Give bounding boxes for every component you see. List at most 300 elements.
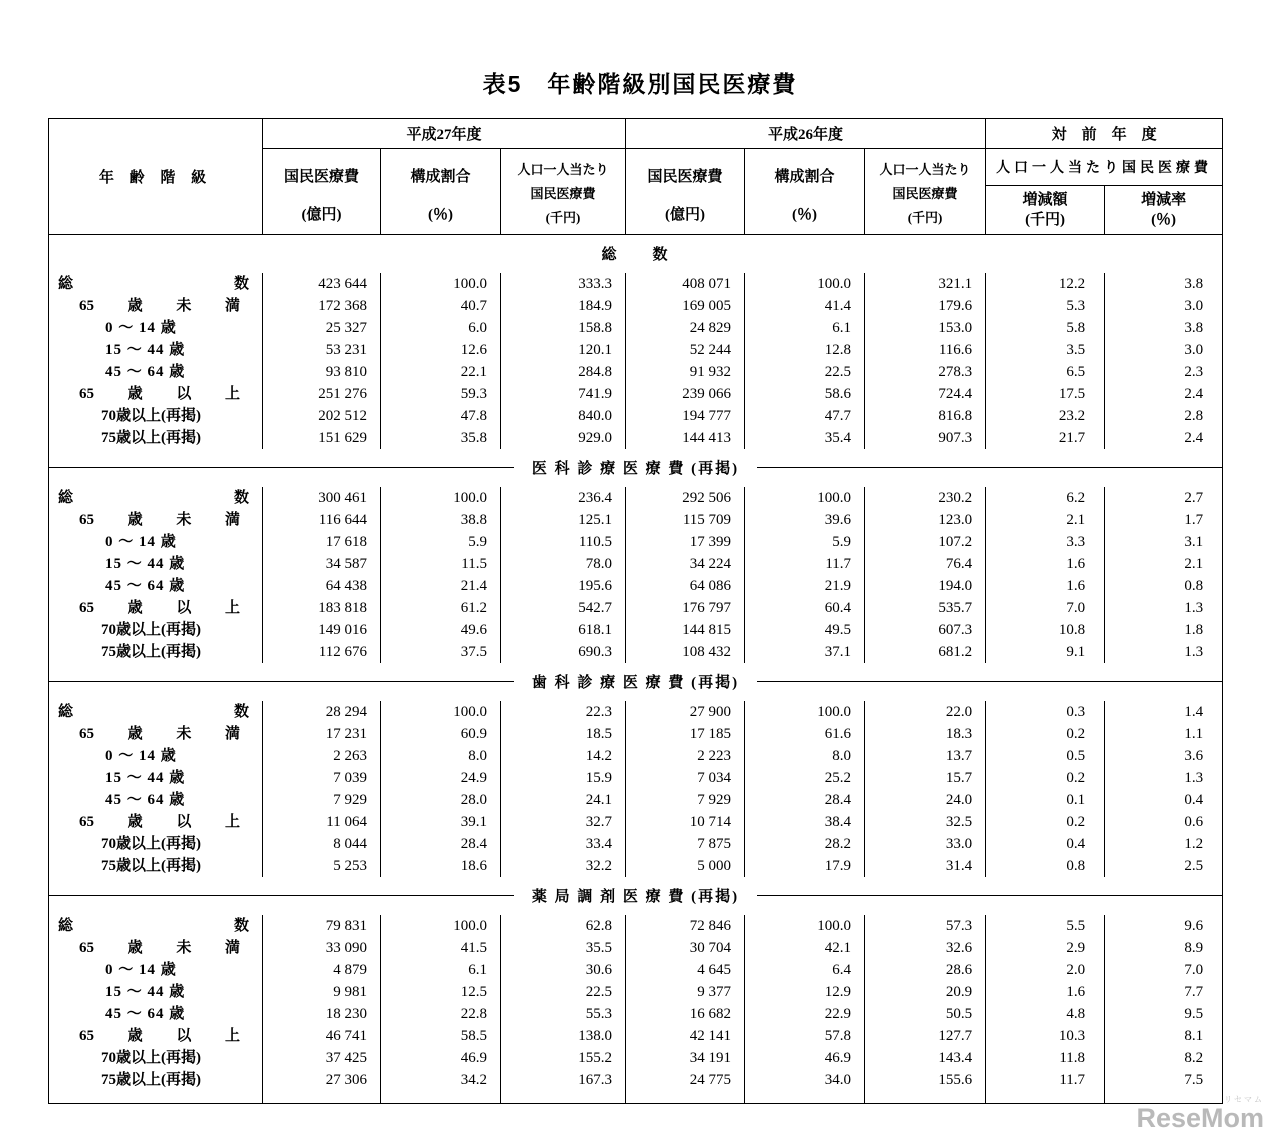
header-label-line: 構成割合 (410, 169, 471, 185)
value-cell: 7 034 (626, 767, 745, 789)
age-group-label: 75歳以上(再掲) (49, 855, 263, 877)
value-cell: 17 618 (263, 531, 381, 553)
value-cell: 32.7 (501, 811, 626, 833)
value-cell: 9 377 (626, 981, 745, 1003)
age-group-label: 70歳以上(再掲) (49, 1047, 263, 1069)
value-cell: 37.1 (745, 641, 865, 663)
value-cell: 195.6 (501, 575, 626, 597)
value-cell: 32.2 (501, 855, 626, 877)
header-percap-fy27 (501, 149, 626, 235)
table-row (49, 1047, 1223, 1069)
medical-expense-table (48, 118, 1223, 1104)
value-cell: 18.6 (381, 855, 501, 877)
table-row (49, 701, 1223, 723)
value-cell: 22.0 (865, 701, 986, 723)
value-cell: 7 929 (263, 789, 381, 811)
value-cell: 2.3 (1105, 361, 1223, 383)
header-unit-line: (億円) (665, 207, 706, 223)
value-cell: 17 185 (626, 723, 745, 745)
value-cell: 100.0 (745, 915, 865, 937)
value-cell: 27 900 (626, 701, 745, 723)
age-group-label: 15 〜 44 歳 (49, 339, 263, 361)
value-cell: 2.0 (986, 959, 1105, 981)
value-cell: 17.5 (986, 383, 1105, 405)
value-cell: 125.1 (501, 509, 626, 531)
table-row (49, 959, 1223, 981)
value-cell: 3.0 (1105, 295, 1223, 317)
value-cell: 11.5 (381, 553, 501, 575)
section-title: 薬 局 調 剤 医 療 費 (再掲) (514, 889, 757, 905)
header-label-line: 国民医療費 (530, 186, 596, 201)
value-cell: 100.0 (381, 701, 501, 723)
value-cell: 0.2 (986, 767, 1105, 789)
age-group-label: 0 〜 14 歳 (49, 317, 263, 339)
table-row (49, 273, 1223, 295)
value-cell: 55.3 (501, 1003, 626, 1025)
age-group-label: 65歳未満 (49, 509, 263, 531)
age-group-label: 70歳以上(再掲) (49, 619, 263, 641)
age-group-label: 65歳未満 (49, 295, 263, 317)
header-unit-line: (千円) (545, 210, 581, 225)
value-cell: 155.6 (865, 1069, 986, 1104)
value-cell: 47.7 (745, 405, 865, 427)
value-cell: 21.4 (381, 575, 501, 597)
value-cell: 38.8 (381, 509, 501, 531)
value-cell: 100.0 (381, 273, 501, 295)
value-cell: 12.8 (745, 339, 865, 361)
value-cell: 929.0 (501, 427, 626, 449)
value-cell: 1.7 (1105, 509, 1223, 531)
value-cell: 22.5 (501, 981, 626, 1003)
value-cell: 61.2 (381, 597, 501, 619)
table-row (49, 553, 1223, 575)
value-cell: 2 223 (626, 745, 745, 767)
value-cell: 8.1 (1105, 1025, 1223, 1047)
value-cell: 28.4 (381, 833, 501, 855)
age-group-label: 65歳以上 (49, 597, 263, 619)
table-row (49, 427, 1223, 449)
value-cell: 100.0 (745, 273, 865, 295)
section-title: 総 数 (584, 247, 688, 263)
value-cell: 5.3 (986, 295, 1105, 317)
value-cell: 100.0 (381, 487, 501, 509)
value-cell: 22.3 (501, 701, 626, 723)
header-percap-fy26 (865, 149, 986, 235)
age-group-label: 15 〜 44 歳 (49, 767, 263, 789)
age-group-label: 65歳以上 (49, 1025, 263, 1047)
value-cell: 6.2 (986, 487, 1105, 509)
table-row (49, 833, 1223, 855)
table-row (49, 937, 1223, 959)
value-cell: 11.7 (745, 553, 865, 575)
value-cell: 37.5 (381, 641, 501, 663)
value-cell: 6.1 (745, 317, 865, 339)
value-cell: 169 005 (626, 295, 745, 317)
header-label-line: 人口一人当たり (879, 162, 971, 177)
value-cell: 0.1 (986, 789, 1105, 811)
value-cell: 40.7 (381, 295, 501, 317)
value-cell: 300 461 (263, 487, 381, 509)
value-cell: 3.3 (986, 531, 1105, 553)
value-cell: 39.1 (381, 811, 501, 833)
value-cell: 53 231 (263, 339, 381, 361)
value-cell: 816.8 (865, 405, 986, 427)
value-cell: 284.8 (501, 361, 626, 383)
age-group-label: 75歳以上(再掲) (49, 641, 263, 663)
value-cell: 127.7 (865, 1025, 986, 1047)
value-cell: 57.8 (745, 1025, 865, 1047)
value-cell: 59.3 (381, 383, 501, 405)
value-cell: 21.9 (745, 575, 865, 597)
value-cell: 2.4 (1105, 383, 1223, 405)
value-cell: 138.0 (501, 1025, 626, 1047)
value-cell: 12.9 (745, 981, 865, 1003)
value-cell: 0.6 (1105, 811, 1223, 833)
value-cell: 13.7 (865, 745, 986, 767)
value-cell: 1.6 (986, 981, 1105, 1003)
value-cell: 2.7 (1105, 487, 1223, 509)
header-unit-line: (千円) (907, 210, 943, 225)
value-cell: 143.4 (865, 1047, 986, 1069)
age-group-label: 0 〜 14 歳 (49, 745, 263, 767)
table-body (49, 235, 1223, 1104)
value-cell: 0.2 (986, 723, 1105, 745)
value-cell: 4 645 (626, 959, 745, 981)
section-title: 歯 科 診 療 医 療 費 (再掲) (514, 675, 757, 691)
value-cell: 38.4 (745, 811, 865, 833)
value-cell: 57.3 (865, 915, 986, 937)
header-label-line: 人口一人当たり (517, 162, 609, 177)
table-row (49, 915, 1223, 937)
value-cell: 25 327 (263, 317, 381, 339)
section-title-row (49, 449, 1223, 487)
age-group-label: 45 〜 64 歳 (49, 361, 263, 383)
value-cell: 10.3 (986, 1025, 1105, 1047)
age-group-label: 65歳以上 (49, 811, 263, 833)
value-cell: 18.5 (501, 723, 626, 745)
value-cell: 9.5 (1105, 1003, 1223, 1025)
value-cell: 25.2 (745, 767, 865, 789)
value-cell: 724.4 (865, 383, 986, 405)
age-group-label: 45 〜 64 歳 (49, 575, 263, 597)
value-cell: 33.4 (501, 833, 626, 855)
header-unit-line: (億円) (301, 207, 342, 223)
value-cell: 31.4 (865, 855, 986, 877)
table-row (49, 575, 1223, 597)
value-cell: 32.6 (865, 937, 986, 959)
value-cell: 120.1 (501, 339, 626, 361)
value-cell: 33 090 (263, 937, 381, 959)
value-cell: 32.5 (865, 811, 986, 833)
value-cell: 4 879 (263, 959, 381, 981)
value-cell: 3.0 (1105, 339, 1223, 361)
value-cell: 23.2 (986, 405, 1105, 427)
table-row (49, 981, 1223, 1003)
age-group-label: 45 〜 64 歳 (49, 789, 263, 811)
table-row (49, 789, 1223, 811)
value-cell: 100.0 (745, 701, 865, 723)
value-cell: 7.5 (1105, 1069, 1223, 1104)
value-cell: 22.5 (745, 361, 865, 383)
value-cell: 6.1 (381, 959, 501, 981)
value-cell: 93 810 (263, 361, 381, 383)
value-cell: 34.2 (381, 1069, 501, 1104)
value-cell: 681.2 (865, 641, 986, 663)
value-cell: 116.6 (865, 339, 986, 361)
table-row (49, 597, 1223, 619)
value-cell: 1.1 (1105, 723, 1223, 745)
value-cell: 1.6 (986, 553, 1105, 575)
header-share-fy27 (381, 149, 501, 235)
value-cell: 35.4 (745, 427, 865, 449)
value-cell: 91 932 (626, 361, 745, 383)
value-cell: 15.9 (501, 767, 626, 789)
value-cell: 24.1 (501, 789, 626, 811)
value-cell: 100.0 (381, 915, 501, 937)
header-label-line: 構成割合 (774, 169, 835, 185)
age-group-label: 65歳未満 (49, 937, 263, 959)
value-cell: 64 438 (263, 575, 381, 597)
value-cell: 179.6 (865, 295, 986, 317)
value-cell: 11 064 (263, 811, 381, 833)
value-cell: 28.4 (745, 789, 865, 811)
header-label-line: 増減率 (1141, 191, 1187, 208)
value-cell: 64 086 (626, 575, 745, 597)
value-cell: 158.8 (501, 317, 626, 339)
header-expense-fy27 (263, 149, 381, 235)
age-group-label: 15 〜 44 歳 (49, 981, 263, 1003)
value-cell: 5.5 (986, 915, 1105, 937)
value-cell: 0.8 (1105, 575, 1223, 597)
age-group-label: 70歳以上(再掲) (49, 405, 263, 427)
value-cell: 3.1 (1105, 531, 1223, 553)
value-cell: 41.5 (381, 937, 501, 959)
value-cell: 0.8 (986, 855, 1105, 877)
section-title-row (49, 877, 1223, 915)
table-row (49, 641, 1223, 663)
value-cell: 333.3 (501, 273, 626, 295)
value-cell: 10.8 (986, 619, 1105, 641)
value-cell: 151 629 (263, 427, 381, 449)
value-cell: 1.8 (1105, 619, 1223, 641)
value-cell: 24.9 (381, 767, 501, 789)
value-cell: 9.6 (1105, 915, 1223, 937)
value-cell: 8.9 (1105, 937, 1223, 959)
value-cell: 1.6 (986, 575, 1105, 597)
value-cell: 49.6 (381, 619, 501, 641)
table-row (49, 767, 1223, 789)
value-cell: 618.1 (501, 619, 626, 641)
table-row (49, 339, 1223, 361)
age-group-label: 70歳以上(再掲) (49, 833, 263, 855)
value-cell: 22.1 (381, 361, 501, 383)
table-row (49, 383, 1223, 405)
value-cell: 0.4 (1105, 789, 1223, 811)
age-group-label: 総数 (49, 915, 263, 937)
header-label-line: 国民医療費 (647, 169, 723, 185)
age-group-label: 0 〜 14 歳 (49, 959, 263, 981)
value-cell: 37 425 (263, 1047, 381, 1069)
value-cell: 9 981 (263, 981, 381, 1003)
value-cell: 6.0 (381, 317, 501, 339)
value-cell: 4.8 (986, 1003, 1105, 1025)
header-unit-line: (％) (428, 207, 453, 223)
section-title: 医 科 診 療 医 療 費 (再掲) (514, 461, 757, 477)
value-cell: 115 709 (626, 509, 745, 531)
value-cell: 2.1 (1105, 553, 1223, 575)
value-cell: 10 714 (626, 811, 745, 833)
value-cell: 24.0 (865, 789, 986, 811)
value-cell: 15.7 (865, 767, 986, 789)
value-cell: 194.0 (865, 575, 986, 597)
header-label-line: 国民医療費 (283, 169, 359, 185)
value-cell: 34.0 (745, 1069, 865, 1104)
value-cell: 76.4 (865, 553, 986, 575)
resemom-brand-label: ReseMom (1136, 1103, 1264, 1133)
value-cell: 42 141 (626, 1025, 745, 1047)
value-cell: 0.3 (986, 701, 1105, 723)
table-row (49, 1069, 1223, 1104)
value-cell: 2.9 (986, 937, 1105, 959)
value-cell: 408 071 (626, 273, 745, 295)
value-cell: 22.9 (745, 1003, 865, 1025)
header-unit-line: (％) (792, 207, 818, 223)
value-cell: 108 432 (626, 641, 745, 663)
value-cell: 49.5 (745, 619, 865, 641)
value-cell: 61.6 (745, 723, 865, 745)
value-cell: 176 797 (626, 597, 745, 619)
age-group-label: 総数 (49, 701, 263, 723)
value-cell: 33.0 (865, 833, 986, 855)
value-cell: 11.7 (986, 1069, 1105, 1104)
table-row (49, 1025, 1223, 1047)
value-cell: 28.2 (745, 833, 865, 855)
value-cell: 6.5 (986, 361, 1105, 383)
value-cell: 24 829 (626, 317, 745, 339)
header-diff-amount (986, 186, 1105, 235)
value-cell: 3.5 (986, 339, 1105, 361)
value-cell: 3.8 (1105, 273, 1223, 295)
value-cell: 840.0 (501, 405, 626, 427)
value-cell: 230.2 (865, 487, 986, 509)
value-cell: 5.8 (986, 317, 1105, 339)
value-cell: 35.5 (501, 937, 626, 959)
value-cell: 34 224 (626, 553, 745, 575)
table-row (49, 745, 1223, 767)
value-cell: 172 368 (263, 295, 381, 317)
value-cell: 278.3 (865, 361, 986, 383)
table-row (49, 405, 1223, 427)
value-cell: 292 506 (626, 487, 745, 509)
value-cell: 0.4 (986, 833, 1105, 855)
value-cell: 9.1 (986, 641, 1105, 663)
value-cell: 46 741 (263, 1025, 381, 1047)
value-cell: 3.6 (1105, 745, 1223, 767)
resemom-kana-label: リセマム (1224, 1095, 1264, 1104)
section-title-row (49, 663, 1223, 701)
resemom-logo (1136, 1096, 1264, 1132)
value-cell: 194 777 (626, 405, 745, 427)
header-expense-fy26 (626, 149, 745, 235)
value-cell: 60.9 (381, 723, 501, 745)
value-cell: 30 704 (626, 937, 745, 959)
table-header (49, 119, 1223, 235)
value-cell: 1.2 (1105, 833, 1223, 855)
header-label-line: 国民医療費 (892, 186, 958, 201)
value-cell: 2 263 (263, 745, 381, 767)
value-cell: 184.9 (501, 295, 626, 317)
value-cell: 7 929 (626, 789, 745, 811)
header-row-groups (49, 119, 1223, 149)
value-cell: 28 294 (263, 701, 381, 723)
header-age-class: 年 齢 階 級 (49, 119, 263, 235)
value-cell: 46.9 (745, 1047, 865, 1069)
table-row (49, 295, 1223, 317)
header-fy27: 平成27年度 (263, 119, 626, 149)
value-cell: 907.3 (865, 427, 986, 449)
value-cell: 39.6 (745, 509, 865, 531)
age-group-label: 0 〜 14 歳 (49, 531, 263, 553)
value-cell: 78.0 (501, 553, 626, 575)
value-cell: 542.7 (501, 597, 626, 619)
value-cell: 112 676 (263, 641, 381, 663)
value-cell: 7.0 (1105, 959, 1223, 981)
table-row (49, 723, 1223, 745)
value-cell: 741.9 (501, 383, 626, 405)
age-group-label: 総数 (49, 273, 263, 295)
value-cell: 100.0 (745, 487, 865, 509)
value-cell: 5.9 (381, 531, 501, 553)
value-cell: 18 230 (263, 1003, 381, 1025)
value-cell: 8.0 (745, 745, 865, 767)
value-cell: 7 875 (626, 833, 745, 855)
value-cell: 7 039 (263, 767, 381, 789)
header-share-fy26 (745, 149, 865, 235)
value-cell: 7.7 (1105, 981, 1223, 1003)
header-prev-percap: 人口一人当たり国民医療費 (986, 149, 1223, 186)
value-cell: 79 831 (263, 915, 381, 937)
value-cell: 12.5 (381, 981, 501, 1003)
value-cell: 1.3 (1105, 767, 1223, 789)
table-row (49, 317, 1223, 339)
value-cell: 2.8 (1105, 405, 1223, 427)
value-cell: 1.3 (1105, 641, 1223, 663)
value-cell: 50.5 (865, 1003, 986, 1025)
value-cell: 47.8 (381, 405, 501, 427)
table-wrapper (48, 118, 1222, 1104)
value-cell: 2.1 (986, 509, 1105, 531)
value-cell: 12.2 (986, 273, 1105, 295)
value-cell: 0.5 (986, 745, 1105, 767)
value-cell: 27 306 (263, 1069, 381, 1104)
value-cell: 17 231 (263, 723, 381, 745)
value-cell: 41.4 (745, 295, 865, 317)
value-cell: 28.0 (381, 789, 501, 811)
value-cell: 17 399 (626, 531, 745, 553)
value-cell: 72 846 (626, 915, 745, 937)
age-group-label: 65歳未満 (49, 723, 263, 745)
value-cell: 3.8 (1105, 317, 1223, 339)
value-cell: 236.4 (501, 487, 626, 509)
page-title: 表5 年齢階級別国民医療費 (482, 71, 798, 97)
value-cell: 20.9 (865, 981, 986, 1003)
age-group-label: 総数 (49, 487, 263, 509)
value-cell: 8 044 (263, 833, 381, 855)
value-cell: 24 775 (626, 1069, 745, 1104)
value-cell: 12.6 (381, 339, 501, 361)
value-cell: 153.0 (865, 317, 986, 339)
table-row (49, 487, 1223, 509)
